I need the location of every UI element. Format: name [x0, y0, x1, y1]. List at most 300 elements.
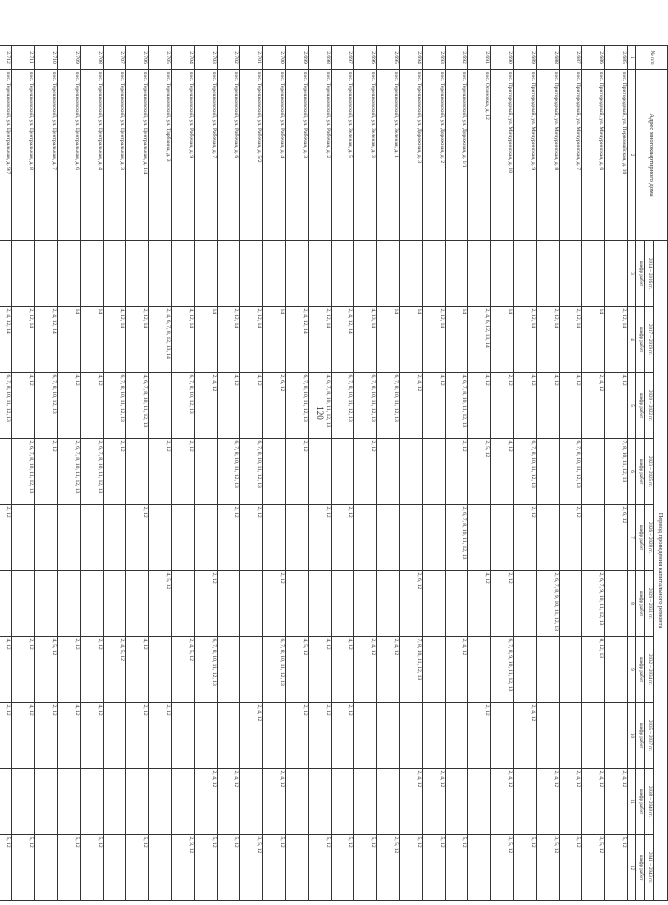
row-number: 2.699	[286, 46, 309, 70]
row-work-codes: 4, 12	[422, 373, 445, 439]
row-work-codes: 4, 12	[514, 373, 537, 439]
row-work-codes	[58, 571, 81, 637]
row-work-codes	[605, 571, 628, 637]
row-work-codes	[126, 241, 149, 307]
row-work-codes: 2, 12	[354, 439, 377, 505]
row-work-codes	[400, 439, 423, 505]
header-number: № п/п	[636, 46, 668, 70]
row-work-codes: 4, 12	[605, 373, 628, 439]
row-number: 2.705	[149, 46, 172, 70]
row-address: пос. Терешковский, ул. Дорожная, д. 1/1	[445, 70, 468, 241]
row-work-codes: 2, 12	[149, 703, 172, 769]
row-address: пос. Пригородный, ул. Мичуринская, д. 8	[536, 70, 559, 241]
row-work-codes: 2, 4, 12	[582, 769, 605, 835]
row-address: пос. Пригородный, ул. Первомайская, д. 10	[605, 70, 628, 241]
row-address: пос. Терешковский, ул. Тарбаина, д. 3	[149, 70, 172, 241]
row-work-codes: 2, 4, 12, 14	[331, 307, 354, 373]
header-sub-label: шифр работ	[636, 571, 645, 637]
row-work-codes	[58, 769, 81, 835]
row-number: 2.701	[240, 46, 263, 70]
table-row	[536, 46, 559, 901]
row-work-codes: 4, 12	[58, 373, 81, 439]
header-column-number: 5	[628, 373, 636, 439]
row-work-codes: 14	[491, 307, 514, 373]
row-work-codes: 2, 4, 12	[400, 769, 423, 835]
row-work-codes: 2, 12	[331, 505, 354, 571]
row-work-codes: 6, 7, 8, 10, 11, 12, 13	[331, 373, 354, 439]
row-work-codes	[308, 769, 331, 835]
table-row	[263, 46, 286, 901]
row-number: 2.692	[445, 46, 468, 70]
row-work-codes	[445, 571, 468, 637]
row-work-codes	[559, 637, 582, 703]
table-row	[491, 46, 514, 901]
row-work-codes	[263, 505, 286, 571]
row-work-codes: 2, 12	[126, 703, 149, 769]
row-work-codes	[149, 637, 172, 703]
row-work-codes	[12, 505, 35, 571]
row-work-codes: 4, 12	[126, 637, 149, 703]
row-number: 2.695	[377, 46, 400, 70]
row-work-codes: 8, 12, 13	[582, 637, 605, 703]
row-work-codes	[12, 241, 35, 307]
row-work-codes	[559, 703, 582, 769]
row-work-codes: 2, 4, 5, 12	[103, 637, 126, 703]
row-work-codes	[582, 439, 605, 505]
header-column-number: 10	[628, 703, 636, 769]
row-work-codes	[354, 703, 377, 769]
row-work-codes	[354, 241, 377, 307]
row-address: пос. Терешковский, ул. Дорожная, д. 3	[400, 70, 423, 241]
row-work-codes	[194, 241, 217, 307]
row-work-codes	[0, 769, 12, 835]
header-sub-label: шифр работ	[636, 637, 645, 703]
row-address: пос. Пригородный, ул. Мичуринская, д. 10	[491, 70, 514, 241]
row-work-codes: 5, 12	[605, 835, 628, 901]
row-work-codes	[0, 439, 12, 505]
header-period: 2032 – 2034 гг.	[645, 637, 654, 703]
table-row	[582, 46, 605, 901]
row-work-codes	[514, 637, 537, 703]
row-number: 2.685	[605, 46, 628, 70]
row-work-codes: 4, 6, 7, 8, 10, 11, 12, 13	[126, 373, 149, 439]
row-work-codes: 6, 7, 8, 10, 11, 12, 13	[514, 439, 537, 505]
row-work-codes	[559, 241, 582, 307]
row-address: пос. Терешковский, ул. Центральная, д. 7	[35, 70, 58, 241]
header-column-number: 6	[628, 439, 636, 505]
row-work-codes	[400, 505, 423, 571]
row-work-codes	[605, 241, 628, 307]
row-number: 2.704	[172, 46, 195, 70]
row-work-codes	[308, 439, 331, 505]
row-work-codes: 5, 12	[12, 835, 35, 901]
row-work-codes: 2, 12	[0, 703, 12, 769]
table-row	[12, 46, 35, 901]
row-work-codes: 5, 12	[422, 835, 445, 901]
row-work-codes: 6, 7, 8, 10, 11, 12, 13	[263, 637, 286, 703]
row-work-codes: 2, 12, 14	[422, 307, 445, 373]
row-work-codes	[103, 505, 126, 571]
row-work-codes: 5, 12	[354, 835, 377, 901]
row-work-codes: 4, 12	[240, 373, 263, 439]
page-number: 120	[314, 406, 325, 420]
row-address: пос. Терешковский, ул. Рабочая, д. 5/2	[240, 70, 263, 241]
header-sub-label: шифр работ	[636, 241, 645, 307]
row-work-codes	[126, 571, 149, 637]
row-work-codes: 2, 4, 12	[217, 769, 240, 835]
row-work-codes	[35, 241, 58, 307]
row-work-codes	[605, 637, 628, 703]
row-work-codes: 14	[445, 307, 468, 373]
row-address: пос. Терешковский, ул. Центральная, д. 8	[12, 70, 35, 241]
header-sub-label: шифр работ	[636, 505, 645, 571]
row-work-codes: 2, 6, 7, 8, 10, 11, 12, 13	[445, 505, 468, 571]
row-work-codes	[286, 835, 309, 901]
row-work-codes: 5, 12	[514, 835, 537, 901]
row-address: пос. Терешковский, ул. Зеленая, д. 5	[331, 70, 354, 241]
header-period: 2029 – 2031 гг.	[645, 571, 654, 637]
row-work-codes: 2, 4, 12	[536, 769, 559, 835]
row-work-codes: 5, 12	[331, 835, 354, 901]
row-work-codes: 2, 4, 12, 14	[0, 307, 12, 373]
row-work-codes	[491, 241, 514, 307]
row-work-codes: 4, 12	[12, 703, 35, 769]
table-row	[35, 46, 58, 901]
header-column-numbers	[628, 46, 636, 901]
row-work-codes	[468, 835, 491, 901]
row-work-codes: 2, 12	[194, 571, 217, 637]
row-work-codes: 2, 12	[514, 505, 537, 571]
row-work-codes	[354, 571, 377, 637]
row-work-codes	[422, 703, 445, 769]
row-address: пос. Пригородный, ул. Мичуринская, д. 6	[582, 70, 605, 241]
row-work-codes: 4, 13, 14	[354, 307, 377, 373]
row-work-codes: 2, 12	[286, 439, 309, 505]
row-work-codes	[377, 439, 400, 505]
row-work-codes: 6, 7, 8, 10, 11, 12, 13	[286, 373, 309, 439]
row-work-codes: 4, 12	[80, 373, 103, 439]
header-column-number: 8	[628, 571, 636, 637]
row-work-codes: 4, 12	[0, 637, 12, 703]
row-work-codes: 2, 4, 12	[194, 769, 217, 835]
row-work-codes: 2, 12, 14	[605, 307, 628, 373]
header-sub-label: шифр работ	[636, 769, 645, 835]
row-work-codes: 3, 5, 12	[240, 835, 263, 901]
row-work-codes: 4, 12	[217, 373, 240, 439]
row-work-codes	[491, 703, 514, 769]
row-work-codes	[263, 439, 286, 505]
row-number: 2.707	[103, 46, 126, 70]
row-work-codes	[331, 769, 354, 835]
table-row	[172, 46, 195, 901]
row-address: пос. Пригородный, ул. Мичуринская, д. 9	[514, 70, 537, 241]
row-work-codes	[217, 241, 240, 307]
row-work-codes: 4, 6, 7, 8, 10, 11, 12, 13	[445, 373, 468, 439]
row-work-codes	[240, 769, 263, 835]
row-work-codes: 4, 5, 12	[149, 571, 172, 637]
row-work-codes	[377, 769, 400, 835]
row-number: 2.694	[400, 46, 423, 70]
row-work-codes	[172, 769, 195, 835]
table-row	[445, 46, 468, 901]
table-row	[0, 46, 12, 901]
table-row	[149, 46, 172, 901]
row-work-codes	[0, 571, 12, 637]
row-work-codes: 3, 5, 12	[582, 835, 605, 901]
table-row	[240, 46, 263, 901]
row-work-codes: 2, 12	[149, 439, 172, 505]
row-work-codes	[536, 637, 559, 703]
row-work-codes: 2, 3, 12	[172, 835, 195, 901]
row-address: пос. Терешковский, ул. Зеленая, д. 3	[354, 70, 377, 241]
row-work-codes: 2, 12, 14	[536, 307, 559, 373]
row-work-codes: 2, 12, 14	[12, 307, 35, 373]
row-work-codes	[422, 637, 445, 703]
row-work-codes: 6, 7, 8, 10, 11, 12, 13	[217, 439, 240, 505]
row-work-codes: 2, 4, 12	[422, 769, 445, 835]
row-work-codes: 4, 12	[58, 703, 81, 769]
row-work-codes: 2, 4, 12	[445, 637, 468, 703]
row-work-codes	[103, 835, 126, 901]
row-work-codes: 3, 5, 12	[536, 835, 559, 901]
table-row	[559, 46, 582, 901]
row-work-codes: 14	[377, 307, 400, 373]
row-work-codes: 2, 4, 12	[240, 703, 263, 769]
row-work-codes	[149, 241, 172, 307]
row-address: пос. Терешковский, ул. Зеленая, д. 1	[377, 70, 400, 241]
row-work-codes	[194, 439, 217, 505]
row-number: 2.687	[559, 46, 582, 70]
row-work-codes: 2, 12	[217, 505, 240, 571]
row-work-codes: 4, 12	[12, 373, 35, 439]
header-column-number: 7	[628, 505, 636, 571]
row-work-codes	[422, 571, 445, 637]
row-work-codes: 2, 4, 12	[582, 373, 605, 439]
row-work-codes: 5, 12	[445, 835, 468, 901]
row-work-codes	[80, 769, 103, 835]
table-row	[58, 46, 81, 901]
row-number: 2.711	[12, 46, 35, 70]
header-period: 2035 – 2037 гг.	[645, 703, 654, 769]
row-work-codes: 2, 12	[126, 505, 149, 571]
row-work-codes: 2, 12	[559, 505, 582, 571]
row-work-codes	[308, 571, 331, 637]
table-row	[331, 46, 354, 901]
row-work-codes	[354, 769, 377, 835]
header-period: 2026 – 2028 гг.	[645, 505, 654, 571]
row-work-codes: 5, 12	[559, 835, 582, 901]
row-work-codes: 6, 7, 8, 10, 11, 12, 13	[194, 637, 217, 703]
header-sub-label: шифр работ	[636, 373, 645, 439]
row-work-codes	[240, 571, 263, 637]
row-number: 2.700	[263, 46, 286, 70]
row-work-codes: 4, 12	[491, 439, 514, 505]
row-number: 2.703	[194, 46, 217, 70]
row-work-codes: 2, 5, 12	[468, 439, 491, 505]
row-number: 2.709	[58, 46, 81, 70]
row-work-codes	[149, 835, 172, 901]
row-work-codes	[103, 703, 126, 769]
row-work-codes: 2, 12, 14	[240, 307, 263, 373]
row-work-codes	[331, 439, 354, 505]
row-work-codes	[468, 769, 491, 835]
table-header	[628, 46, 668, 901]
row-work-codes	[514, 241, 537, 307]
row-work-codes: 5, 12	[58, 835, 81, 901]
table-row	[80, 46, 103, 901]
row-work-codes: 2, 12	[445, 439, 468, 505]
row-work-codes	[445, 703, 468, 769]
row-number: 2.691	[468, 46, 491, 70]
row-work-codes	[12, 571, 35, 637]
row-work-codes: 2, 12, 14	[126, 307, 149, 373]
row-work-codes	[422, 241, 445, 307]
row-work-codes	[126, 769, 149, 835]
row-work-codes: 2, 12	[35, 703, 58, 769]
row-address: пос. Терешковский, ул. Рабочая, д. 4	[263, 70, 286, 241]
header-column-number: 3	[628, 241, 636, 307]
row-work-codes: 2, 12	[491, 571, 514, 637]
row-work-codes: 2, 12	[240, 505, 263, 571]
row-address: пос. Пригородный, ул. Мичуринская, д. 7	[559, 70, 582, 241]
row-number: 2.689	[514, 46, 537, 70]
row-work-codes	[58, 505, 81, 571]
header-column-number: 9	[628, 637, 636, 703]
row-work-codes	[377, 241, 400, 307]
row-work-codes	[514, 769, 537, 835]
row-work-codes: 2, 12, 14	[308, 307, 331, 373]
row-work-codes	[445, 769, 468, 835]
header-period: 2023 – 2025 гг.	[645, 439, 654, 505]
row-work-codes	[377, 703, 400, 769]
row-work-codes: 2, 6, 12	[400, 571, 423, 637]
header-column-number: 11	[628, 769, 636, 835]
table-row	[194, 46, 217, 901]
row-work-codes: 2, 12	[308, 703, 331, 769]
row-work-codes: 2, 4, 5, 12	[172, 637, 195, 703]
row-work-codes: 5, 12	[0, 835, 12, 901]
row-work-codes: 14	[194, 307, 217, 373]
header-period: 2020 – 2022 гг.	[645, 373, 654, 439]
row-work-codes	[536, 505, 559, 571]
table-row	[126, 46, 149, 901]
row-work-codes: 2, 12, 14	[217, 307, 240, 373]
row-address: пос. Терешковский, ул. Рабочая, д. 7	[194, 70, 217, 241]
row-work-codes	[80, 505, 103, 571]
row-number: 2.702	[217, 46, 240, 70]
row-work-codes: 2, 12	[468, 703, 491, 769]
row-work-codes	[286, 769, 309, 835]
table-row	[103, 46, 126, 901]
row-work-codes	[536, 439, 559, 505]
row-work-codes: 2, 12	[263, 571, 286, 637]
row-work-codes	[468, 637, 491, 703]
row-work-codes	[514, 571, 537, 637]
row-work-codes	[80, 241, 103, 307]
row-work-codes: 2, 5, 12	[377, 835, 400, 901]
row-work-codes: 2, 4, 12	[491, 769, 514, 835]
row-address: пос. Осиновка, д. 12	[468, 70, 491, 241]
row-number: 2.697	[331, 46, 354, 70]
table-row	[308, 46, 331, 901]
row-work-codes: 2, 4, 12	[194, 373, 217, 439]
row-work-codes: 2, 6, 7, 8, 10, 11, 12, 13	[80, 439, 103, 505]
row-address: пос. Терешковский, ул. Дорожная, д. 2	[422, 70, 445, 241]
row-work-codes	[422, 439, 445, 505]
row-work-codes	[172, 571, 195, 637]
row-work-codes: 2, 4, 12	[514, 703, 537, 769]
header-sub-label: шифр работ	[636, 439, 645, 505]
row-work-codes	[491, 505, 514, 571]
row-work-codes	[400, 703, 423, 769]
row-work-codes	[172, 703, 195, 769]
row-work-codes: 2, 12	[308, 505, 331, 571]
row-work-codes	[194, 703, 217, 769]
row-work-codes: 4, 12	[536, 373, 559, 439]
row-work-codes: 2, 4, 12	[605, 769, 628, 835]
row-work-codes: 4, 12	[468, 373, 491, 439]
row-work-codes: 4, 5, 12	[286, 637, 309, 703]
row-work-codes	[149, 769, 172, 835]
table-row	[377, 46, 400, 901]
row-work-codes: 2, 12	[172, 439, 195, 505]
header-column-number: 4	[628, 307, 636, 373]
row-work-codes: 4, 12, 14	[103, 307, 126, 373]
row-work-codes	[605, 703, 628, 769]
row-work-codes: 2, 6, 12	[605, 505, 628, 571]
row-number: 2.710	[35, 46, 58, 70]
table-row	[354, 46, 377, 901]
header-column-number: 2	[628, 70, 636, 241]
row-address: пос. Терешковский, ул. Центральная, д. 6	[58, 70, 81, 241]
header-period-title: Период проведения капитального ремонта	[654, 241, 668, 901]
row-work-codes	[582, 703, 605, 769]
row-work-codes	[35, 571, 58, 637]
row-work-codes: 14	[58, 307, 81, 373]
table-row	[217, 46, 240, 901]
row-work-codes: 5, 12	[217, 835, 240, 901]
row-work-codes	[172, 505, 195, 571]
row-work-codes	[0, 241, 12, 307]
row-work-codes: 2, 12	[0, 505, 12, 571]
row-work-codes	[35, 835, 58, 901]
row-work-codes	[240, 637, 263, 703]
row-work-codes: 5, 12	[308, 835, 331, 901]
row-address: пос. Терешковский, ул. Центральная, д. 4	[80, 70, 103, 241]
row-work-codes: 4, 5, 12	[35, 637, 58, 703]
row-work-codes	[331, 241, 354, 307]
row-work-codes: 6, 7, 8, 10, 11, 12, 13	[559, 439, 582, 505]
row-work-codes: 2, 12	[58, 637, 81, 703]
row-work-codes: 2, 6, 7, 8, 9, 10, 11, 12, 13	[536, 571, 559, 637]
row-work-codes: 2, 6, 7, 8, 10, 11, 12, 13	[12, 439, 35, 505]
header-sub-label: шифр работ	[636, 835, 645, 901]
row-work-codes: 6, 7, 8, 10, 11, 12, 13	[240, 439, 263, 505]
row-work-codes	[582, 241, 605, 307]
row-work-codes	[422, 505, 445, 571]
header-period: 2038 – 2040 гг.	[645, 769, 654, 835]
row-work-codes	[582, 505, 605, 571]
row-work-codes: 6, 7, 8, 9, 10, 11, 12, 13	[491, 637, 514, 703]
row-address: пос. Терешковский, ул. Рабочая, д. 6	[217, 70, 240, 241]
table-row	[286, 46, 309, 901]
row-number: 2.698	[308, 46, 331, 70]
row-work-codes	[12, 769, 35, 835]
header-period: 2017 – 2019 гг.	[645, 307, 654, 373]
row-work-codes: 5, 12	[80, 835, 103, 901]
row-work-codes: 2, 4, 12	[400, 373, 423, 439]
row-work-codes: 3, 5, 12	[491, 835, 514, 901]
